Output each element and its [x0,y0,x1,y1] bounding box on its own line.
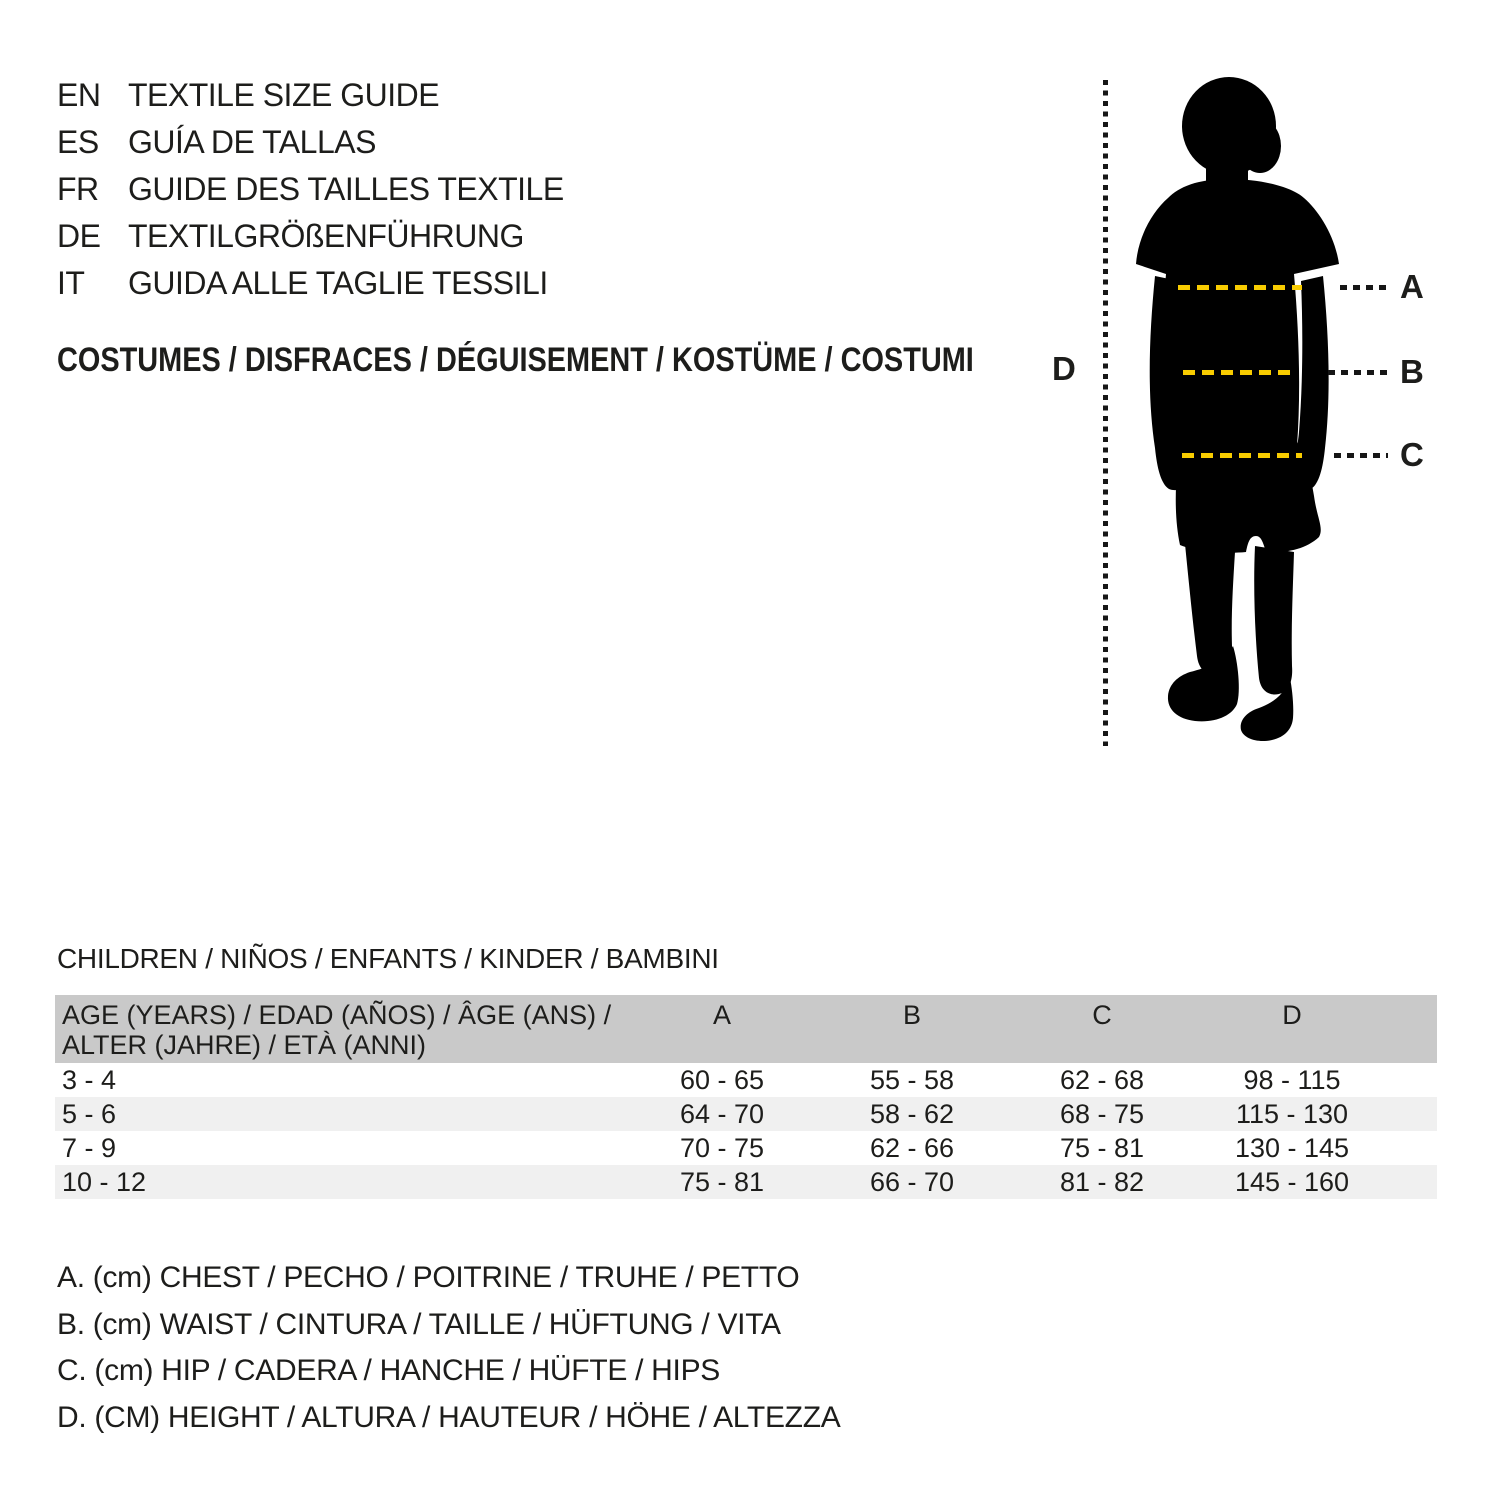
hip-cell: 81 - 82 [1059,1166,1145,1197]
waist-label-b: B [1400,353,1424,390]
age-cell: 10 - 12 [62,1166,147,1197]
language-row-de [57,213,564,260]
language-code: FR [57,171,99,207]
column-header-c: C [1092,1000,1112,1030]
language-code: EN [57,77,101,113]
waist-measure-line [1183,370,1295,375]
table-row [55,1097,1437,1131]
legend-line-waist: B. (cm) WAIST / CINTURA / TAILLE / HÜFTUNG / VITA [57,1307,781,1341]
age-column-header [55,995,627,1063]
waist-cell: 66 - 70 [869,1166,955,1197]
language-title: TEXTILE SIZE GUIDE [128,77,440,113]
language-row-es [57,119,564,166]
child-silhouette-icon [1133,76,1373,746]
height-cell: 98 - 115 [1243,1064,1341,1095]
hip-leader-line [1334,453,1388,458]
chest-cell: 75 - 81 [679,1166,765,1197]
waist-cell: 58 - 62 [869,1098,955,1129]
hip-cell: 62 - 68 [1059,1064,1145,1095]
waist-cell: 55 - 58 [869,1064,955,1095]
age-cell: 7 - 9 [62,1132,117,1163]
waist-cell: 62 - 66 [869,1132,955,1163]
age-cell: 5 - 6 [62,1098,117,1129]
height-cell: 130 - 145 [1234,1132,1350,1163]
table-row [55,1131,1437,1165]
waist-leader-line [1328,370,1388,375]
height-cell: 115 - 130 [1235,1098,1349,1129]
category-line: COSTUMES / DISFRACES / DÉGUISEMENT / KOSTÜME / COSTUMI [57,341,974,379]
legend-line-chest: A. (cm) CHEST / PECHO / POITRINE / TRUHE / PETTO [57,1261,800,1294]
hip-cell: 68 - 75 [1059,1098,1145,1129]
legend-line-height: D. (CM) HEIGHT / ALTURA / HAUTEUR / HÖHE / ALTEZZA [57,1400,841,1434]
language-title-list [57,72,564,307]
language-title: GUÍA DE TALLAS [128,124,376,160]
column-header-b: B [902,1000,921,1030]
language-row-en [57,72,564,119]
language-title: TEXTILGRÖßENFÜHRUNG [128,218,524,254]
column-header-d: D [1282,1000,1302,1030]
chest-leader-line [1340,285,1388,290]
language-code: IT [57,265,85,301]
hip-measure-line [1182,453,1302,458]
language-code: ES [57,124,99,160]
language-code: DE [57,218,101,254]
table-header-row [55,995,1437,1063]
language-row-fr [57,166,564,213]
age-cell: 3 - 4 [62,1064,117,1095]
chest-measure-line [1178,285,1302,290]
age-header-line2: ALTER (JAHRE) / ETÀ (ANNI) [62,1030,427,1060]
age-header-line1: AGE (YEARS) / EDAD (AÑOS) / ÂGE (ANS) / [62,1000,612,1030]
height-dotted-line [1103,80,1108,746]
children-size-table [55,995,1437,1199]
column-header-a: A [712,1000,731,1030]
chest-cell: 70 - 75 [679,1132,765,1163]
table-title: CHILDREN / NIÑOS / ENFANTS / KINDER / BAMBINI [57,943,719,974]
table-row [55,1063,1437,1097]
table-row [55,1165,1437,1199]
height-label-d: D [1052,350,1076,387]
chest-cell: 64 - 70 [679,1098,765,1129]
language-title: GUIDE DES TAILLES TEXTILE [128,171,564,207]
measurement-legend [57,1255,840,1441]
legend-line-hip: C. (cm) HIP / CADERA / HANCHE / HÜFTE / HIPS [57,1354,720,1387]
language-row-it [57,260,564,307]
chest-cell: 60 - 65 [679,1064,765,1095]
chest-label-a: A [1400,268,1424,305]
hip-label-c: C [1400,436,1424,473]
hip-cell: 75 - 81 [1059,1132,1145,1163]
height-cell: 145 - 160 [1234,1166,1350,1197]
language-title: GUIDA ALLE TAGLIE TESSILI [128,265,548,301]
